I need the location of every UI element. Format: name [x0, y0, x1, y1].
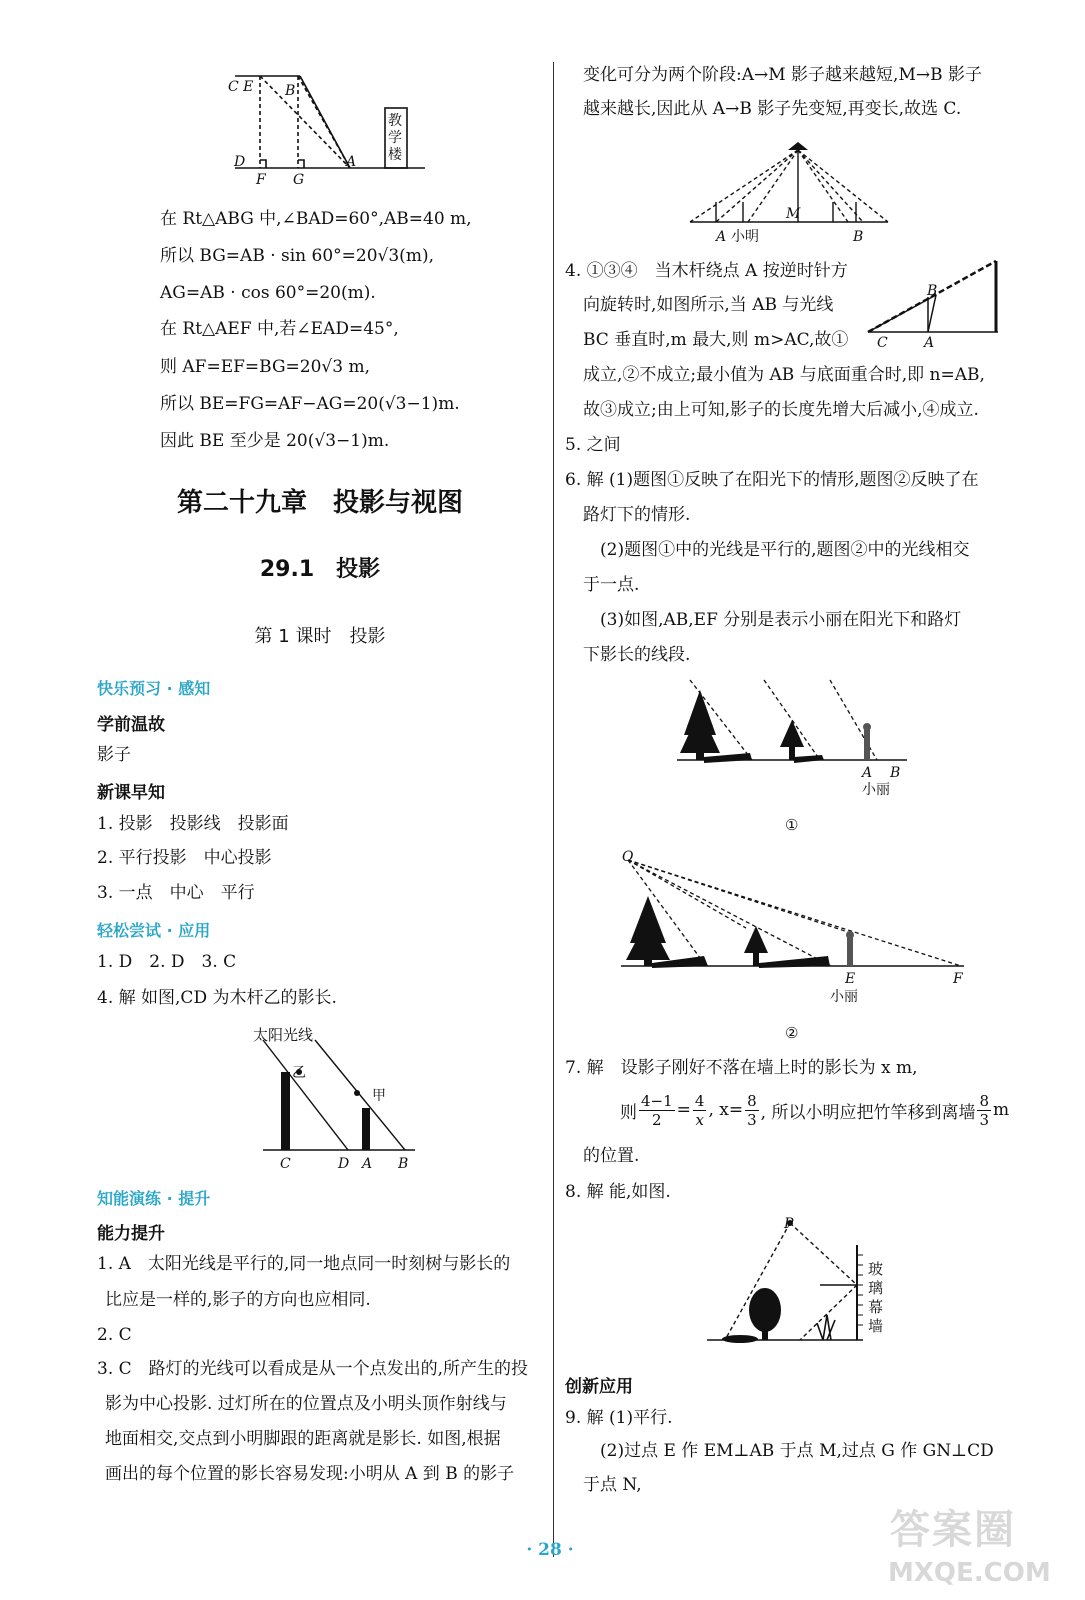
sun-label-b: B [398, 1156, 409, 1172]
q7-frac-3 [745, 1092, 759, 1129]
figure-street-lamp [688, 140, 893, 240]
q7-frac-1-den: 2 [652, 1110, 662, 1129]
section-try-heading: 轻松尝试 · 应用 [97, 921, 211, 940]
proof-line-3: AG=AB · cos 60°=20(m). [160, 283, 376, 303]
figure-glass-wall [705, 1215, 865, 1350]
try-answers: 1. D 2. D 3. C [97, 952, 237, 972]
cont-line-1: 变化可分为两个阶段:A→M 影子越来越短,M→B 影子 [583, 65, 983, 85]
q7-frac-2 [693, 1092, 707, 1129]
lamp-label-b: B [853, 229, 864, 245]
q7-equation [620, 1088, 1009, 1132]
fig2-label-e: E [845, 971, 856, 987]
chapter-title: 第二十九章 投影与视图 [176, 488, 463, 518]
proof-line-7: 因此 BE 至少是 20(√3−1)m. [160, 431, 390, 451]
building-char-2: 学 [388, 130, 402, 146]
rod-label-c: C [877, 335, 888, 351]
review-heading: 学前温故 [97, 715, 165, 735]
ability-line-6: 地面相交,交点到小明脚跟的距离就是影长. 如图,根据 [105, 1429, 501, 1449]
q7-frac-4-num: 8 [979, 1091, 989, 1110]
wall-char-2: 璃 [868, 1279, 884, 1297]
q7-frac-1-num: 4−1 [641, 1091, 673, 1110]
column-divider [553, 62, 554, 1557]
watermark-logo: 答案圈 [890, 1507, 1016, 1553]
wall-char-4: 墙 [868, 1317, 884, 1335]
q9-line-2: (2)过点 E 作 EM⊥AB 于点 M,过点 G 作 GN⊥CD [600, 1441, 994, 1461]
q7-frac-2-den: x [695, 1110, 704, 1129]
q7-eq-pre: 则 [620, 1102, 637, 1123]
lamp-label-xiaoming: 小明 [731, 229, 759, 245]
q7-frac-2-num: 4 [694, 1091, 705, 1110]
q7-frac-3-den: 3 [747, 1110, 757, 1129]
q4-line-4: 成立,②不成立;最小值为 AB 与底面重合时,即 n=AB, [583, 365, 985, 385]
ability-line-1: 1. A 太阳光线是平行的,同一地点同一时刻树与影长的 [97, 1254, 511, 1274]
section-title: 29.1 投影 [259, 557, 381, 582]
q7-eq-post: , 所以小明应把竹竿移到离墙 [760, 1102, 976, 1123]
q9-line-3: 于点 N, [583, 1475, 642, 1495]
fig-label-d: D [234, 154, 246, 170]
rod-label-b: B [927, 283, 938, 299]
ability-line-2: 比应是一样的,影子的方向也应相同. [105, 1290, 371, 1310]
q6-line-6: 下影长的线段. [583, 645, 691, 665]
q7-line-1: 7. 解 设影子刚好不落在墙上时的影长为 x m, [565, 1058, 918, 1078]
fig2-caption: ② [785, 1024, 799, 1042]
wall-char-1: 玻 [868, 1260, 884, 1278]
q4-line-5: 故③成立;由上可知,影子的长度先增大后减小,④成立. [583, 400, 979, 420]
rod-label-a: A [924, 335, 935, 351]
sun-label-d: D [338, 1156, 350, 1172]
q4-line-3: BC 垂直时,m 最大,则 m>AC,故① [583, 330, 849, 350]
new-item-3: 3. 一点 中心 平行 [97, 883, 255, 903]
q7-eq-mid: , x= [708, 1100, 744, 1120]
page-number: · 28 · [526, 1540, 574, 1560]
q7-eq-unit: m [993, 1100, 1010, 1120]
new-item-1: 1. 投影 投影线 投影面 [97, 814, 289, 834]
q6-line-2: 路灯下的情形. [583, 505, 691, 525]
new-item-2: 2. 平行投影 中心投影 [97, 848, 272, 868]
innovation-heading: 创新应用 [565, 1377, 633, 1397]
wall-label-p: P [784, 1216, 794, 1232]
figure-lamp-trees [616, 848, 966, 978]
q6-line-5: (3)如图,AB,EF 分别是表示小丽在阳光下和路灯 [600, 610, 962, 630]
q7-frac-4 [977, 1092, 991, 1129]
lesson-title: 第 1 课时 投影 [254, 626, 386, 647]
q4-line-1: 4. ①③④ 当木杆绕点 A 按逆时针方 [565, 261, 848, 281]
q8: 8. 解 能,如图. [565, 1182, 671, 1202]
q7-frac-1 [639, 1092, 675, 1129]
ability-line-7: 画出的每个位置的影长容易发现:小明从 A 到 B 的影子 [105, 1464, 515, 1484]
lamp-label-m: M [786, 206, 801, 222]
fig2-label-o: O [622, 849, 634, 865]
lamp-label-a: A [716, 229, 727, 245]
fig-label-a: A [346, 154, 357, 170]
fig1-label-xiaoli: 小丽 [862, 782, 890, 798]
q7-frac-4-den: 3 [979, 1110, 989, 1129]
q4-line-2: 向旋转时,如图所示,当 AB 与光线 [583, 295, 834, 315]
ability-heading: 能力提升 [97, 1224, 165, 1244]
building-char-3: 楼 [388, 147, 402, 163]
q6-line-3: (2)题图①中的光线是平行的,题图②中的光线相交 [600, 540, 970, 560]
proof-line-1: 在 Rt△ABG 中,∠BAD=60°,AB=40 m, [160, 209, 472, 229]
proof-line-5: 则 AF=EF=BG=20√3 m, [160, 357, 371, 377]
ability-line-4: 3. C 路灯的光线可以看成是从一个点发出的,所产生的投 [97, 1359, 529, 1379]
q7-line-3: 的位置. [583, 1146, 640, 1166]
ability-line-5: 影为中心投影. 过灯所在的位置点及小明头顶作射线与 [105, 1394, 507, 1414]
figure-sunlight-trees [672, 675, 912, 775]
fig-label-f: F [256, 172, 266, 188]
fig1-label-a: A [862, 765, 873, 781]
watermark-url: MXQE.COM [888, 1558, 1051, 1588]
fig-label-b: B [285, 83, 296, 99]
q6-line-1: 6. 解 (1)题图①反映了在阳光下的情形,题图②反映了在 [565, 470, 979, 490]
proof-line-2: 所以 BG=AB · sin 60°=20√3(m), [160, 246, 434, 266]
ability-line-3: 2. C [97, 1325, 132, 1345]
q5: 5. 之间 [565, 435, 621, 455]
new-lesson-heading: 新课早知 [97, 783, 165, 803]
fig2-label-f: F [953, 971, 963, 987]
fig-label-g: G [293, 172, 305, 188]
proof-line-6: 所以 BE=FG=AF−AG=20(√3−1)m. [160, 394, 460, 414]
sun-label-c: C [280, 1156, 291, 1172]
fig2-label-xiaoli: 小丽 [830, 989, 858, 1005]
sun-label-yi: 乙 [292, 1065, 306, 1081]
proof-line-4: 在 Rt△AEF 中,若∠EAD=45°, [160, 319, 399, 339]
review-answer: 影子 [97, 745, 131, 765]
sun-label-jia: 甲 [372, 1088, 386, 1104]
building-char-1: 教 [388, 113, 402, 129]
fig1-caption: ① [785, 816, 799, 834]
q9-line-1: 9. 解 (1)平行. [565, 1408, 673, 1428]
sun-caption: 太阳光线 [253, 1026, 314, 1044]
q7-frac-3-num: 8 [747, 1091, 757, 1110]
section-preview-heading: 快乐预习 · 感知 [97, 679, 211, 698]
cont-line-2: 越来越长,因此从 A→B 影子先变短,再变长,故选 C. [583, 99, 962, 119]
try-q4: 4. 解 如图,CD 为木杆乙的影长. [97, 988, 337, 1008]
sun-label-a: A [362, 1156, 373, 1172]
q6-line-4: 于一点. [583, 575, 640, 595]
wall-char-3: 幕 [868, 1298, 884, 1316]
section-skill-heading: 知能演练 · 提升 [97, 1189, 211, 1208]
fig-label-ce: C E [228, 79, 254, 95]
q7-eq-equals: = [676, 1100, 691, 1120]
fig1-label-b: B [890, 765, 901, 781]
